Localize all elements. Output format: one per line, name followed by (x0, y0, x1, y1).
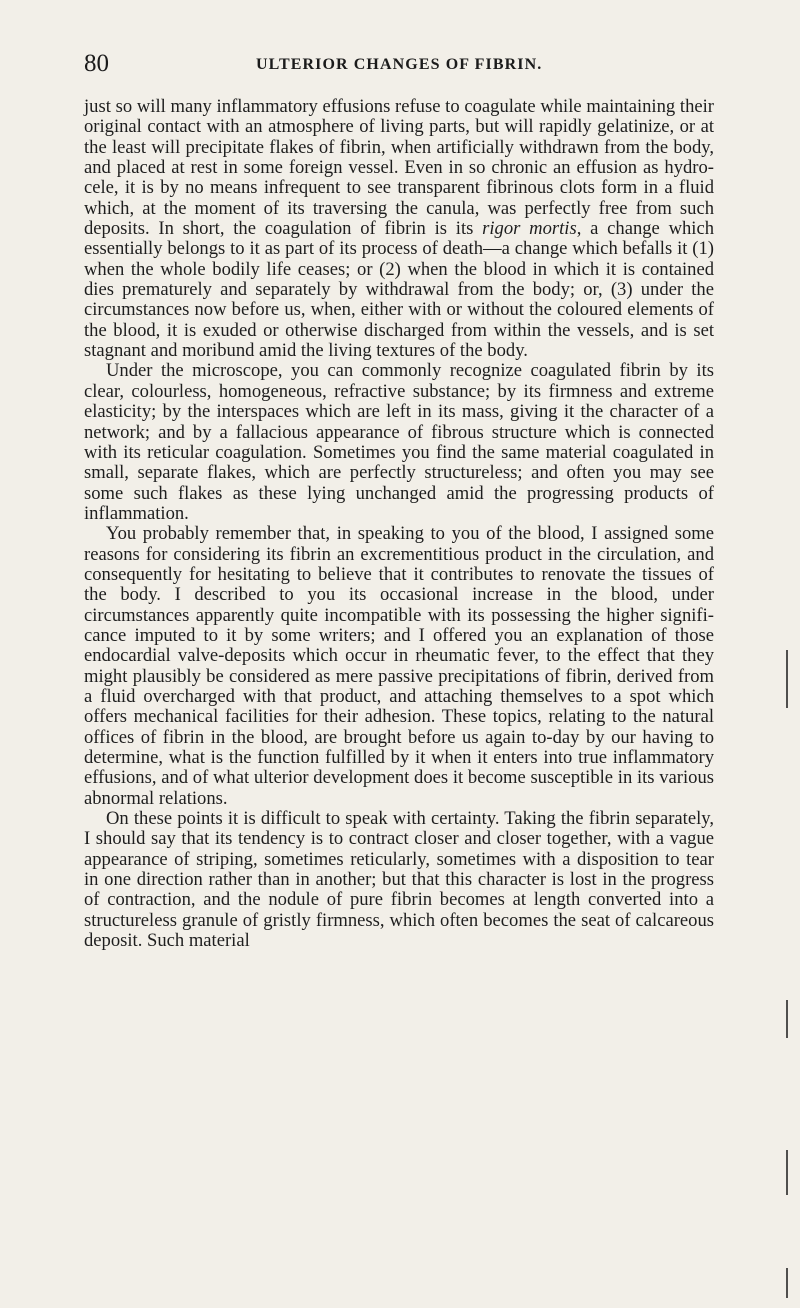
running-head: ULTERIOR CHANGES OF FIBRIN. (256, 56, 543, 73)
page-edge-shadow (786, 1268, 788, 1298)
body-text (84, 97, 714, 951)
paragraph-3: You probably remember that, in speaking to you of the blood, I assigned some reasons for considering its fibrin an excrementitious product in the circulation, and consequently for hesitating to believe that it contributes to renovate the tissues of the body. I described to you its occasional increase in the blood, under circumstances apparently quite incompatible with its possessing the higher significance imputed to it by some writers; and I offered you an explanation of those endocardial valve-deposits which occur in rheumatic fever, to the effect that they might plausibly be considered as mere passive precipitations of fibrin, derived from a fluid overcharged with that product, and attaching themselves to a spot which offers mechanical facilities for their adhesion. These topics, relating to the natural offices of fibrin in the blood, are brought before us again to-day by our having to determine, what is the function fulfilled by it when it enters into true inflammatory effusions, and of what ulterior development does it become susceptible in its various abnormal relations. (84, 523, 714, 809)
paragraph-2: Under the microscope, you can commonly recognize coagulated fibrin by its clear, colourless, homogeneous, refractive substance; by its firmness and extreme elasticity; by the interspaces which are left in its mass, giving it the character of a network; and by a fallacious appearance of fibrous structure which is connected with its reticular coagulation. Sometimes you find the same material coagulated in small, separate flakes, which are perfectly structureless; and often you may see some such flakes as these lying unchanged amid the progressing products of inflammation. (84, 360, 714, 524)
page-header (84, 50, 714, 80)
page-edge-shadow (786, 1150, 788, 1195)
italic-term: rigor mortis (482, 218, 577, 240)
page-number: 80 (84, 50, 109, 77)
paragraph-1: just so will many inflammatory effusions refuse to coagulate while maintaining their original contact with an atmosphere of living parts, but will rapidly gelatinize, or at the least will precipitate flakes of fibrin, when artificially withdrawn from the body, and placed at rest in some foreign vessel. Even in so chronic an effusion as hydrocele, it is by no means infrequent to see transparent fibrinous clots form in a fluid which, at the moment of its traversing the canula, was perfectly free from such deposits. In short, the coagulation of fibrin is its rigor mortis, a change which essentially belongs to it as part of its process of death—a change which befalls it (1) when the whole bodily life ceases; or (2) when the blood in which it is contained dies prematurely and separately by withdrawal from the body; or, (3) under the circumstances now before us, when, either with or without the coloured elements of the blood, it is exuded or otherwise discharged from within the vessels, and is set stagnant and moribund amid the living textures of the body. (84, 96, 715, 362)
page-edge-shadow (786, 1000, 788, 1038)
paragraph-4: On these points it is difficult to speak with certainty. Taking the fibrin separately, I should say that its tendency is to contract closer and closer together, with a vague appearance of striping, sometimes reticularly, sometimes with a disposition to tear in one direction rather than in another; but that this character is lost in the progress of contraction, and the nodule of pure fibrin becomes at length converted into a structureless granule of gristly firmness, which often becomes the seat of calcareous deposit. Such material (84, 808, 714, 952)
page-edge-shadow (786, 650, 788, 708)
